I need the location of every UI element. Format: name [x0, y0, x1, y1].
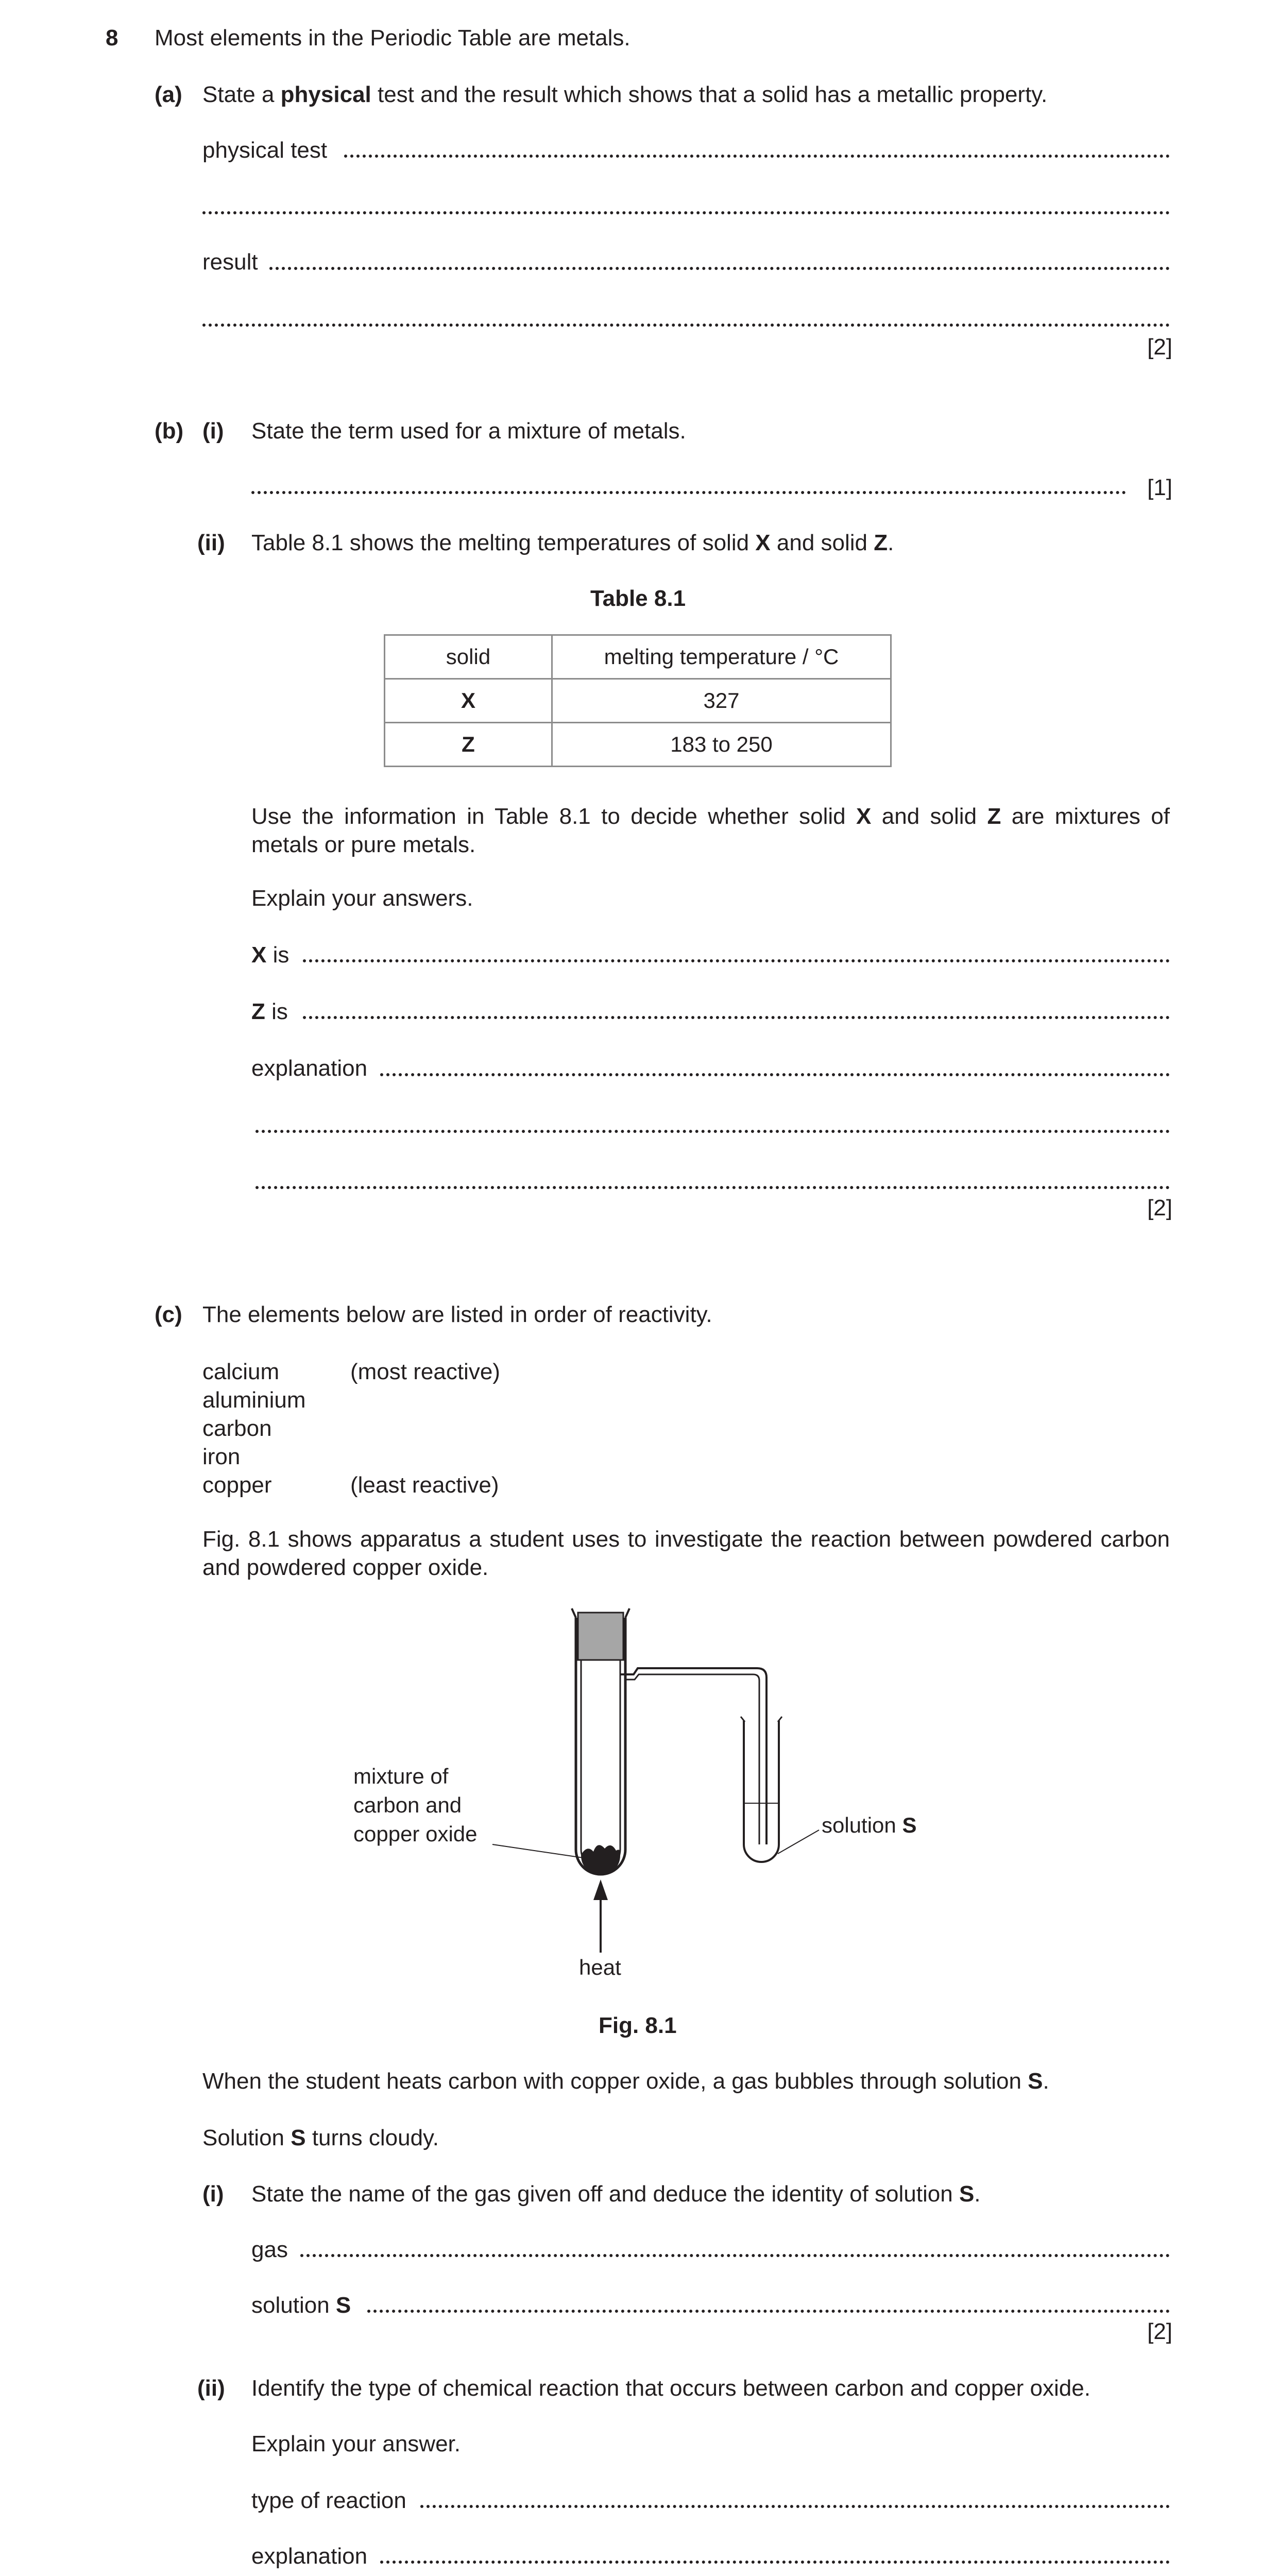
apparatus-figure [330, 1602, 958, 1989]
mixture-label-line2: carbon and [353, 1793, 462, 1817]
solution-s-label: solution S [822, 1813, 917, 1837]
part-c-intro: The elements below are listed in order of reactivity. [202, 1302, 712, 1327]
part-a-label: (a) [155, 82, 182, 107]
list-item: iron [202, 1444, 241, 1469]
question-intro: Most elements in the Periodic Table are metals. [155, 25, 631, 50]
table-cell-temp: 183 to 250 [552, 723, 891, 767]
table-header-temp: melting temperature / °C [552, 635, 891, 679]
table-title: Table 8.1 [590, 586, 686, 611]
reaction-explanation-answer-line[interactable] [380, 2561, 1170, 2564]
explanation-label: explanation [251, 1056, 368, 1081]
reaction-explanation-label: explanation [251, 2544, 368, 2569]
test-tube-shape [744, 1721, 779, 1862]
gas-label: gas [251, 2237, 288, 2262]
result-answer-line[interactable] [269, 267, 1170, 270]
table-cell-solid: X [385, 679, 552, 723]
question-number: 8 [106, 25, 118, 50]
table-cell-temp: 327 [552, 679, 891, 723]
melting-table [384, 634, 892, 767]
mixture-label-line1: mixture of [353, 1764, 449, 1788]
table-row [385, 679, 891, 723]
explanation-answer-line[interactable] [380, 1073, 1170, 1076]
reactivity-list [202, 1358, 500, 1499]
part-b-ii-instruction: Use the information in Table 8.1 to decide whether solid X and solid Z are mixtures of metals or pure metals. [251, 804, 1170, 857]
part-b-i-question: State the term used for a mixture of metals. [251, 418, 686, 444]
table-row [385, 723, 891, 767]
z-is-answer-line[interactable] [303, 1016, 1170, 1019]
part-c-ii-question: Identify the type of chemical reaction that occurs between carbon and copper oxide. [251, 2376, 1090, 2401]
list-item: calcium (most reactive) [202, 1359, 500, 1384]
list-item: carbon [202, 1416, 272, 1441]
x-is-label: X is [251, 942, 289, 968]
figure-intro: Fig. 8.1 shows apparatus a student uses to investigate the reaction between powdered carbon and powdered copper oxide. [202, 1527, 1170, 1580]
part-c-i-question: State the name of the gas given off and deduce the identity of solution S. [251, 2181, 981, 2207]
heat-label: heat [579, 1955, 621, 1979]
figure-caption: Fig. 8.1 [599, 2013, 677, 2038]
part-a-marks: [2] [1147, 334, 1172, 360]
explanation-answer-line-2[interactable] [255, 1130, 1170, 1133]
solution-s-answer-label: solution S [251, 2293, 351, 2318]
x-is-answer-line[interactable] [303, 959, 1170, 962]
alloy-answer-line[interactable] [251, 491, 1126, 494]
result-label: result [202, 249, 258, 275]
physical-test-answer-line[interactable] [344, 155, 1170, 158]
part-b-i-label: (i) [202, 418, 224, 444]
observation-2: Solution S turns cloudy. [202, 2125, 439, 2150]
physical-test-answer-line-2[interactable] [202, 211, 1170, 214]
part-b-ii-label: (ii) [197, 530, 225, 555]
result-answer-line-2[interactable] [202, 324, 1170, 327]
table-cell-solid: Z [385, 723, 552, 767]
part-c-ii-label: (ii) [197, 2376, 225, 2401]
part-c-ii-explain: Explain your answer. [251, 2431, 461, 2456]
part-b-label: (b) [155, 418, 184, 444]
part-c-i-label: (i) [202, 2181, 224, 2207]
explanation-answer-line-3[interactable] [255, 1186, 1170, 1189]
gas-answer-line[interactable] [300, 2254, 1170, 2257]
part-b-ii-explain: Explain your answers. [251, 886, 473, 911]
table-header-row [385, 635, 891, 679]
list-item: aluminium [202, 1387, 306, 1413]
z-is-label: Z is [251, 999, 288, 1024]
mixture-label-line3: copper oxide [353, 1822, 478, 1846]
part-a-question: State a physical test and the result which shows that a solid has a metallic property. [202, 82, 1048, 107]
table-header-solid: solid [385, 635, 552, 679]
list-item: copper (least reactive) [202, 1472, 499, 1498]
part-b-ii-marks: [2] [1147, 1195, 1172, 1221]
physical-test-label: physical test [202, 138, 328, 163]
stopper-shape [578, 1613, 623, 1660]
solution-s-answer-line[interactable] [367, 2310, 1170, 2313]
observation-1: When the student heats carbon with copper oxide, a gas bubbles through solution S. [202, 2069, 1049, 2094]
part-b-i-marks: [1] [1147, 475, 1172, 500]
type-of-reaction-answer-line[interactable] [420, 2505, 1170, 2508]
part-c-label: (c) [155, 1302, 182, 1327]
part-c-i-marks: [2] [1147, 2319, 1172, 2344]
part-b-ii-question: Table 8.1 shows the melting temperatures of solid X and solid Z. [251, 530, 894, 555]
type-of-reaction-label: type of reaction [251, 2488, 406, 2513]
